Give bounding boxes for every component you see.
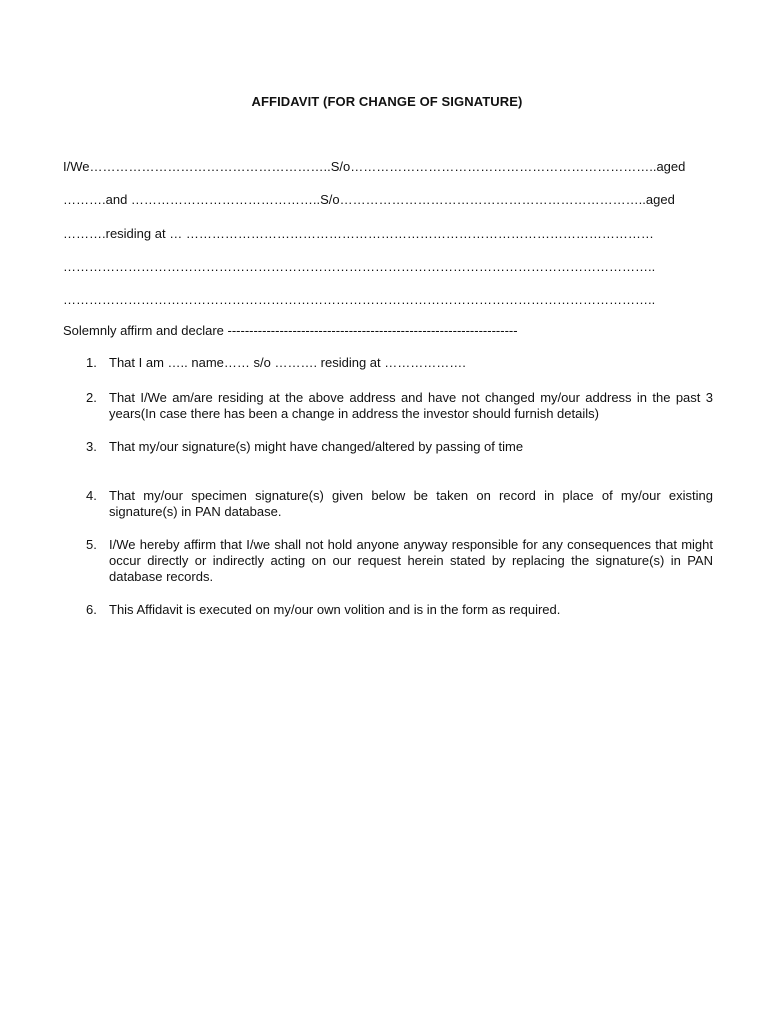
- address-blank-line: ………………………………………………………………………………………………………………………..: [63, 292, 656, 307]
- clause-text: That my/our signature(s) might have changed/altered by passing of time: [109, 439, 524, 454]
- clause-text: That I/We am/are residing at the above address and have not changed my/our address in the past 3 years(In case there has been a change in address the investor should furnish details): [109, 390, 713, 421]
- clause-number: 6.: [86, 602, 97, 617]
- clause-number: 4.: [86, 488, 97, 503]
- address-blank-line: ………………………………………………………………………………………………………………………..: [63, 259, 656, 274]
- clause-number: 3.: [86, 439, 97, 454]
- clause-item: [63, 537, 713, 585]
- declaration-line: Solemnly affirm and declare -------------------------------------------------------------------: [63, 323, 518, 338]
- co-applicant-line: ……….and ……………………………………..S/o……………………………………………………………..aged: [63, 192, 675, 207]
- applicant-line: I/We………………………………………………..S/o……………………………………………………………..aged: [63, 159, 686, 174]
- clause-text: That my/our specimen signature(s) given below be taken on record in place of my/our existing signature(s) in PAN database.: [109, 488, 713, 519]
- residence-line: ……….residing at … ………………………………………………………………………………………………: [63, 226, 654, 241]
- clause-item: [63, 439, 713, 455]
- document-title: AFFIDAVIT (FOR CHANGE OF SIGNATURE): [251, 94, 523, 109]
- clause-item: [63, 355, 713, 371]
- clause-item: [63, 390, 713, 422]
- clause-text: This Affidavit is executed on my/our own volition and is in the form as required.: [109, 602, 561, 617]
- clause-text: That I am ….. name…… s/o ………. residing at ……………….: [109, 355, 466, 370]
- clause-number: 1.: [86, 355, 97, 370]
- clause-item: [63, 602, 713, 618]
- clause-text: I/We hereby affirm that I/we shall not hold anyone anyway responsible for any consequences that might occur directly or indirectly acting on our request herein stated by replacing the signature(s) in PAN database records.: [109, 537, 713, 584]
- clause-number: 5.: [86, 537, 97, 552]
- clause-item: [63, 488, 713, 520]
- clause-number: 2.: [86, 390, 97, 405]
